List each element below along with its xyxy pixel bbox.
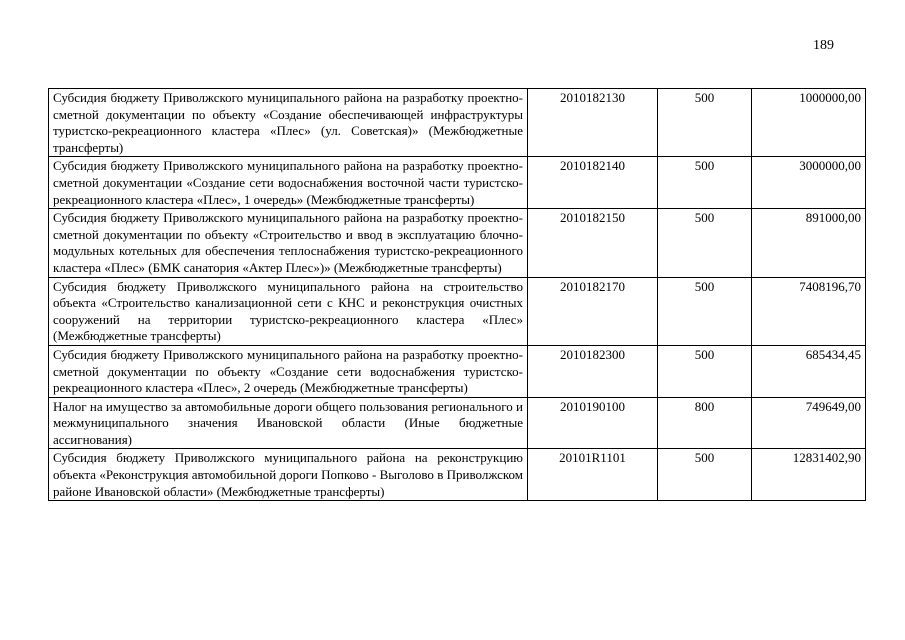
row-code: 2010182130 [528,89,658,157]
row-code: 2010182140 [528,157,658,209]
row-code: 20101R1101 [528,449,658,501]
row-amount: 1000000,00 [752,89,866,157]
row-expense-kind: 500 [658,277,752,345]
row-expense-kind: 500 [658,157,752,209]
row-code: 2010182170 [528,277,658,345]
row-code: 2010182300 [528,345,658,397]
row-description: Субсидия бюджету Приволжского муниципального района на разработку проектно-сметной документации по объекту «Создание сети водоснабжения туристско-рекреационного кластера «Плес», 2 очередь (Межбюджетные трансферты) [49,345,528,397]
row-expense-kind: 800 [658,397,752,449]
row-amount: 891000,00 [752,209,866,277]
row-expense-kind: 500 [658,345,752,397]
row-description: Субсидия бюджету Приволжского муниципального района на разработку проектно-сметной документации по объекту «Создание обеспечивающей инфраструктуры туристско-рекреационного кластера «Плес» (ул. Советская)» (Межбюджетные трансферты) [49,89,528,157]
table-body [49,89,866,501]
row-amount: 685434,45 [752,345,866,397]
row-expense-kind: 500 [658,209,752,277]
table-row [49,345,866,397]
row-description: Субсидия бюджету Приволжского муниципального района на разработку проектно-сметной документации «Создание сети водоснабжения восточной части туристско-рекреационного кластера «Плес», 1 очередь» (Межбюджетные трансферты) [49,157,528,209]
row-amount: 3000000,00 [752,157,866,209]
row-code: 2010182150 [528,209,658,277]
table-row [49,209,866,277]
row-expense-kind: 500 [658,89,752,157]
page-number: 189 [813,38,834,53]
row-expense-kind: 500 [658,449,752,501]
table-row [49,449,866,501]
table-row [49,277,866,345]
row-description: Налог на имущество за автомобильные дороги общего пользования регионального и межмуниципального значения Ивановской области (Иные бюджетные ассигнования) [49,397,528,449]
row-amount: 749649,00 [752,397,866,449]
budget-table [48,88,866,501]
row-amount: 7408196,70 [752,277,866,345]
row-description: Субсидия бюджету Приволжского муниципального района на реконструкцию объекта «Реконструкция автомобильной дороги Попково - Выголово в Приволжском районе Ивановской области» (Межбюджетные трансферты) [49,449,528,501]
row-code: 2010190100 [528,397,658,449]
row-description: Субсидия бюджету Приволжского муниципального района на разработку проектно-сметной документации по объекту «Строительство и ввод в эксплуатацию блочно-модульных котельных для обеспечения теплоснабжения туристско-рекреационного кластера «Плес» (БМК санатория «Актер Плес»)» (Межбюджетные трансферты) [49,209,528,277]
row-amount: 12831402,90 [752,449,866,501]
table-row [49,157,866,209]
table-row [49,397,866,449]
table-row [49,89,866,157]
row-description: Субсидия бюджету Приволжского муниципального района на строительство объекта «Строительство канализационной сети с КНС и реконструкция очистных сооружений на территории туристско-рекреационного кластера «Плес» (Межбюджетные трансферты) [49,277,528,345]
